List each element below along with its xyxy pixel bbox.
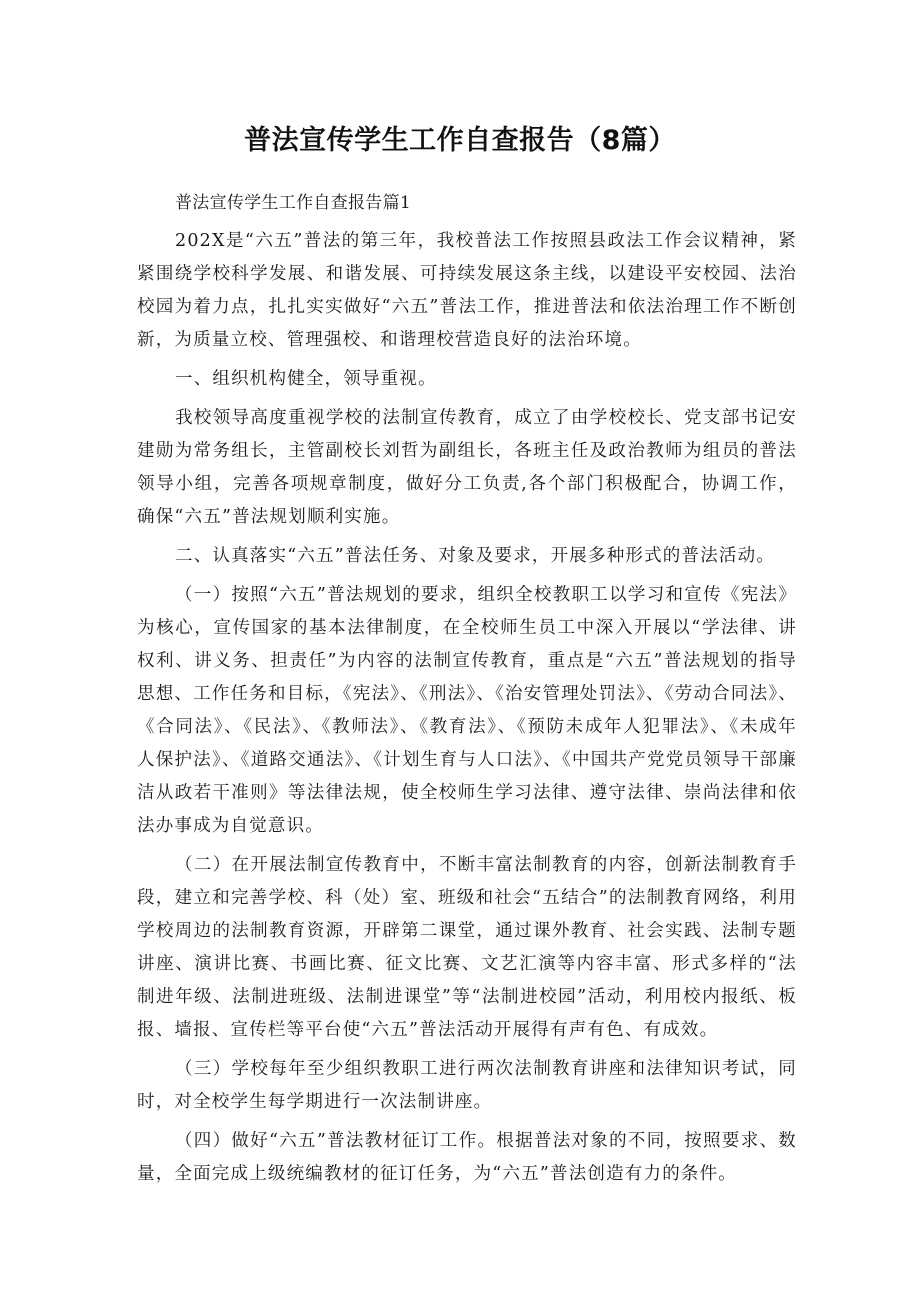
document-body [137,188,797,1197]
document-title: 普法宣传学生工作自查报告（8篇） [244,125,676,156]
paragraph-item-1: （一）按照“六五”普法规划的要求，组织全校教职工以学习和宣传《宪法》为核心，宣传国家的基本法律制度，在全校师生员工中深入开展以“学法律、讲权利、讲义务、担责任”为内容的法制宣传教育，重点是“六五”普法规划的指导思想、工作任务和目标，《宪法》、《刑法》、《治安管理处罚法》、《劳动合同法》、《合同法》、《民法》、《教师法》、《教育法》、《预防未成年人犯罪法》、《未成年人保护法》、《道路交通法》、《计划生育与人口法》、《中国共产党党员领导干部廉洁从政若干准则》等法律法规，使全校师生学习法律、遵守法律、崇尚法律和依法办事成为自觉意识。 [137,585,798,836]
paragraph-item-3: （三）学校每年至少组织教职工进行两次法制教育讲座和法律知识考试，同时，对全校学生每学期进行一次法制讲座。 [137,1059,797,1112]
paragraph-heading-2: 二、认真落实“六五”普法任务、对象及要求，开展多种形式的普法活动。 [175,546,775,566]
paragraph-intro: 202X是“六五”普法的第三年，我校普法工作按照县政法工作会议精神，紧紧围绕学校科学发展、和谐发展、可持续发展这条主线，以建设平安校园、法治校园为着力点，扎扎实实做好“六五”普法工作，推进普法和依法治理工作不断创新，为质量立校、管理强校、和谐理校营造良好的法治环境。 [137,231,797,350]
paragraph-heading-1: 一、组织机构健全，领导重视。 [175,369,437,389]
paragraph-item-4: （四）做好“六五”普法教材征订工作。根据普法对象的不同，按照要求、数量，全面完成上级统编教材的征订任务，为“六五”普法创造有力的条件。 [137,1131,797,1184]
paragraph-item-2: （二）在开展法制宣传教育中，不断丰富法制教育的内容，创新法制教育手段，建立和完善学校、科（处）室、班级和社会“五结合”的法制教育网络，利用学校周边的法制教育资源，开辟第二课堂，通过课外教育、社会实践、法制专题讲座、演讲比赛、书画比赛、征文比赛、文艺汇演等内容丰富、形式多样的“法制进年级、法制进班级、法制进课堂”等“法制进校园”活动，利用校内报纸、板报、墙报、宣传栏等平台使“六五”普法活动开展得有声有色、有成效。 [137,855,797,1040]
section-subtitle: 普法宣传学生工作自查报告篇1 [175,193,412,213]
paragraph-organization: 我校领导高度重视学校的法制宣传教育，成立了由学校校长、党支部书记安建勋为常务组长，主管副校长刘哲为副组长，各班主任及政治教师为组员的普法领导小组，完善各项规章制度，做好分工负责,各个部门积极配合，协调工作，确保“六五”普法规划顺利实施。 [137,408,797,527]
